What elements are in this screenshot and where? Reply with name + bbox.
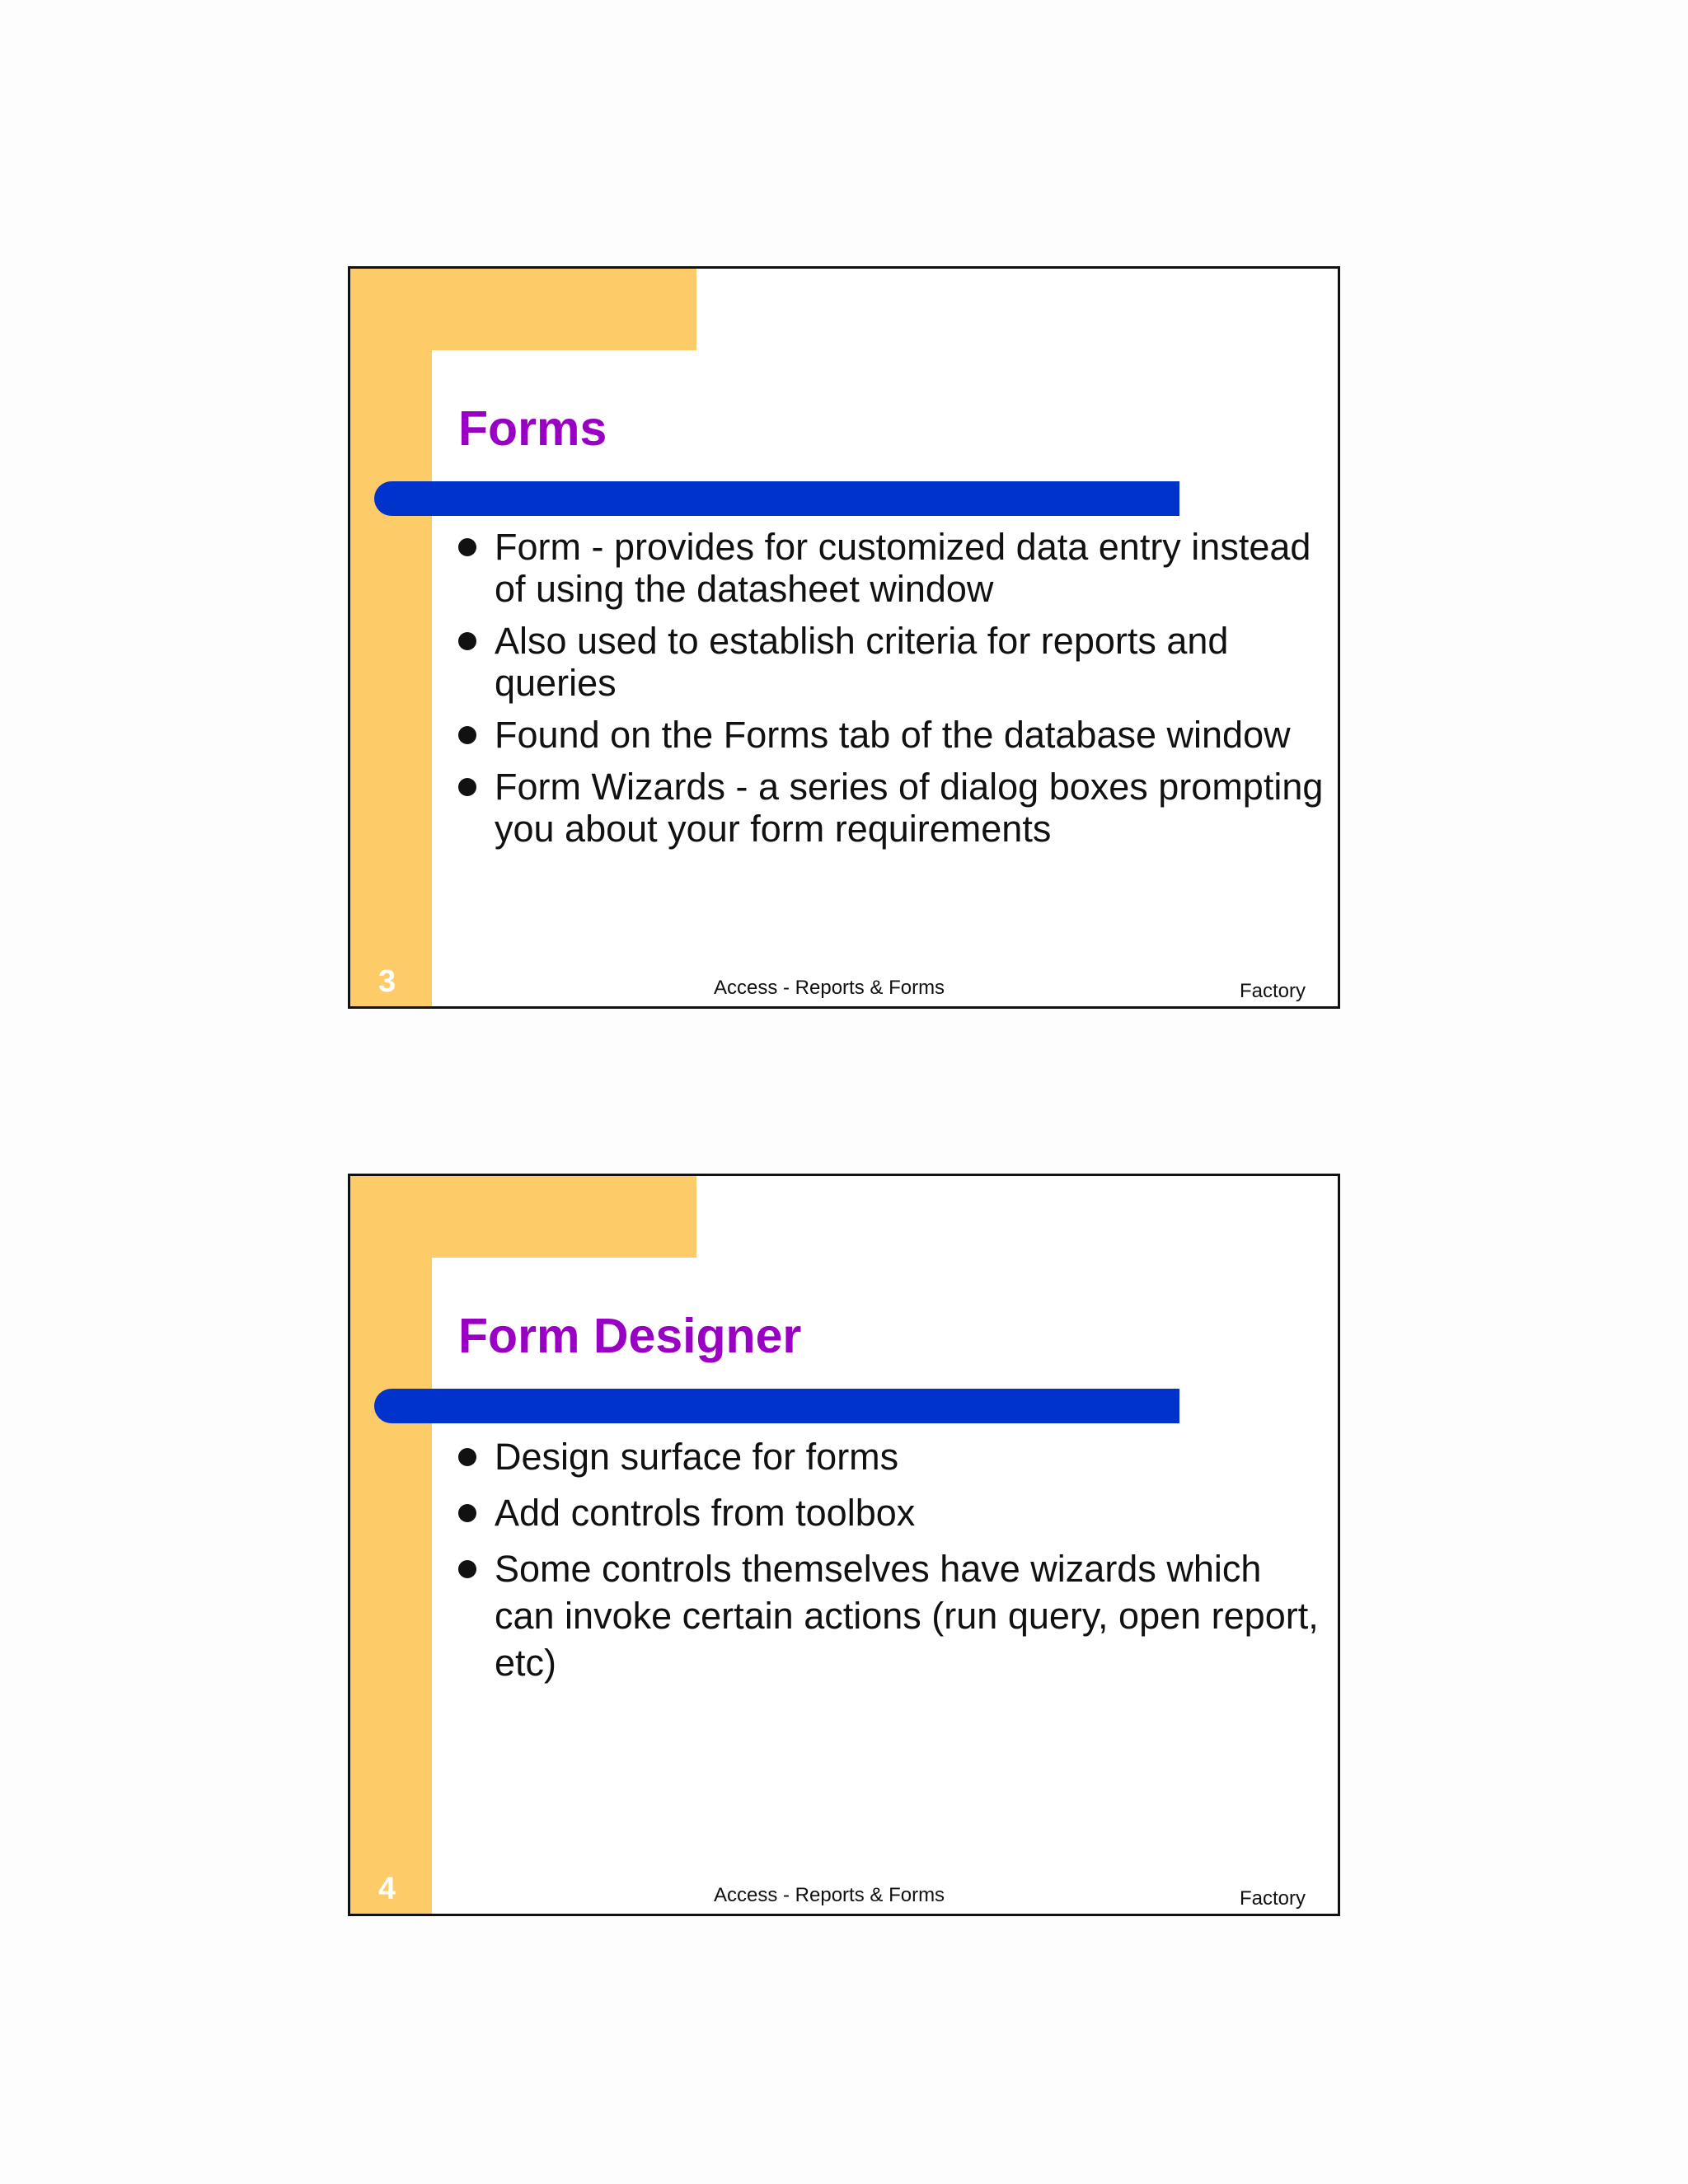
- bullet-dot-icon: [458, 1560, 476, 1578]
- bullet-dot-icon: [458, 726, 476, 744]
- slide-title: Forms: [458, 401, 607, 456]
- accent-corner: [432, 1258, 468, 1294]
- bullet-text: Also used to establish criteria for reports and queries: [495, 620, 1229, 704]
- slide-number: 3: [378, 964, 396, 999]
- title-rule: [374, 481, 1179, 516]
- slide-4: [348, 1174, 1340, 1916]
- bullet-text: Found on the Forms tab of the database window: [495, 714, 1291, 756]
- bullet-text: Add controls from toolbox: [495, 1492, 916, 1534]
- bullet-list: [458, 1433, 1324, 1695]
- accent-bar-top: [350, 1176, 696, 1258]
- accent-bar-vertical: [350, 269, 432, 1006]
- bullet-text: Form Wizards - a series of dialog boxes prompting you about your form requirements: [495, 766, 1324, 850]
- bullet-dot-icon: [458, 538, 476, 556]
- footer-title: Access - Reports & Forms: [714, 1884, 945, 1906]
- bullet-list: [458, 526, 1324, 860]
- slide-3: [348, 266, 1340, 1009]
- bullet-dot-icon: [458, 632, 476, 650]
- footer-author: Factory: [1239, 980, 1306, 1002]
- accent-corner: [432, 350, 468, 387]
- bullet-text: Design surface for forms: [495, 1436, 899, 1478]
- slide-title: Form Designer: [458, 1309, 802, 1363]
- bullet-item: [458, 1489, 1324, 1536]
- footer-title: Access - Reports & Forms: [714, 977, 945, 999]
- bullet-dot-icon: [458, 1504, 476, 1522]
- slide-number: 4: [378, 1872, 396, 1906]
- bullet-dot-icon: [458, 1448, 476, 1466]
- bullet-item: [458, 766, 1324, 850]
- bullet-item: [458, 1545, 1324, 1686]
- bullet-item: [458, 714, 1324, 756]
- bullet-text: Form - provides for customized data entry instead of using the datasheet window: [495, 526, 1311, 610]
- bullet-item: [458, 526, 1324, 610]
- footer-author: Factory: [1239, 1887, 1306, 1910]
- bullet-item: [458, 1433, 1324, 1480]
- accent-bar-top: [350, 269, 696, 350]
- bullet-text: Some controls themselves have wizards which can invoke certain actions (run query, open report, etc): [495, 1548, 1319, 1684]
- accent-bar-vertical: [350, 1176, 432, 1914]
- title-rule: [374, 1389, 1179, 1423]
- bullet-item: [458, 620, 1324, 704]
- bullet-dot-icon: [458, 778, 476, 796]
